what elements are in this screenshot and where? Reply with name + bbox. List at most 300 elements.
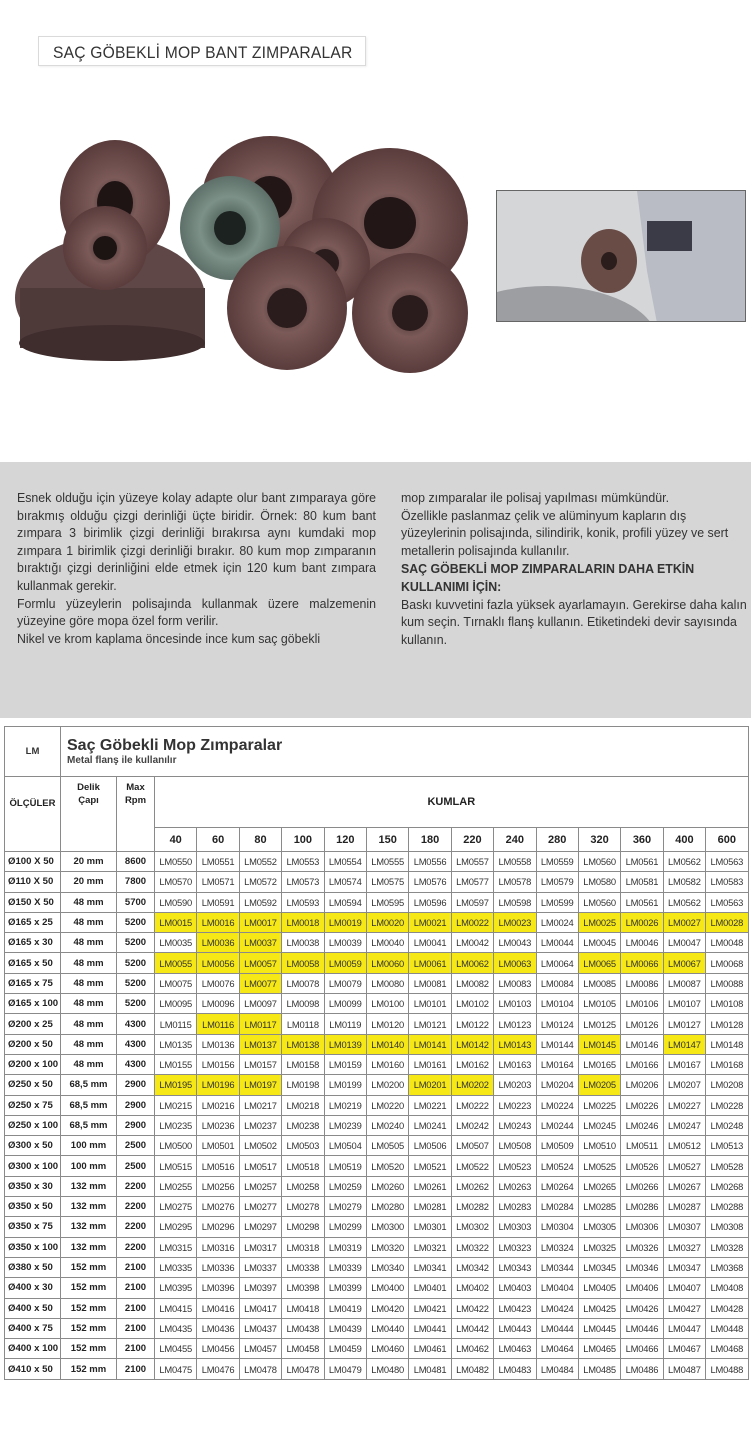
- product-code-cell: LM0517: [239, 1156, 281, 1176]
- rpm-cell: 2100: [117, 1359, 155, 1379]
- product-code-cell: LM0339: [324, 1257, 366, 1277]
- bore-cell: 100 mm: [61, 1136, 117, 1156]
- product-code-cell: LM0100: [366, 994, 408, 1014]
- product-code-cell: LM0218: [282, 1095, 324, 1115]
- col-max: [117, 777, 155, 852]
- product-code-cell: LM0126: [621, 1014, 663, 1034]
- desc-heading: SAÇ GÖBEKLİ MOP ZIMPARALARIN DAHA ETKİN KULLANIMI İÇİN:: [401, 561, 695, 594]
- product-code-cell: LM0024: [536, 912, 578, 932]
- product-code-cell: LM0262: [451, 1176, 493, 1196]
- product-code-cell: LM0326: [621, 1237, 663, 1257]
- product-code-cell: LM0328: [706, 1237, 749, 1257]
- product-code-cell: LM0320: [366, 1237, 408, 1257]
- desc-paragraph-4: mop zımparalar ile polisaj yapılması mümkündür.: [401, 490, 670, 505]
- product-code-cell: LM0078: [282, 973, 324, 993]
- product-code-cell: LM0516: [197, 1156, 239, 1176]
- dimension-cell: Ø350 x 100: [5, 1237, 61, 1257]
- product-code-cell: LM0598: [494, 892, 536, 912]
- product-code-cell: LM0307: [663, 1217, 705, 1237]
- grit-320: 320: [578, 828, 620, 852]
- product-code-cell: LM0594: [324, 892, 366, 912]
- grit-150: 150: [366, 828, 408, 852]
- product-code-cell: LM0563: [706, 892, 749, 912]
- product-code-cell: LM0237: [239, 1115, 281, 1135]
- product-code-cell: LM0519: [324, 1156, 366, 1176]
- product-code-cell: LM0079: [324, 973, 366, 993]
- product-code-cell: LM0043: [494, 933, 536, 953]
- product-code-cell: LM0480: [366, 1359, 408, 1379]
- table-row: [5, 1257, 749, 1277]
- bore-cell: 48 mm: [61, 1014, 117, 1034]
- dimension-cell: Ø400 x 30: [5, 1278, 61, 1298]
- product-code-cell: LM0435: [155, 1318, 197, 1338]
- product-code-cell: LM0226: [621, 1095, 663, 1115]
- product-code-cell: LM0506: [409, 1136, 451, 1156]
- bore-cell: 132 mm: [61, 1197, 117, 1217]
- product-code-cell: LM0401: [409, 1278, 451, 1298]
- product-code-cell: LM0296: [197, 1217, 239, 1237]
- product-code-cell: LM0035: [155, 933, 197, 953]
- table-row: [5, 1176, 749, 1196]
- product-code-cell: LM0223: [494, 1095, 536, 1115]
- product-code-cell: LM0304: [536, 1217, 578, 1237]
- product-code-cell: LM0228: [706, 1095, 749, 1115]
- product-code-cell: LM0117: [239, 1014, 281, 1034]
- rpm-cell: 4300: [117, 1054, 155, 1074]
- product-code-cell: LM0076: [197, 973, 239, 993]
- product-code-cell: LM0456: [197, 1339, 239, 1359]
- product-code-cell: LM0242: [451, 1115, 493, 1135]
- product-code-cell: LM0155: [155, 1054, 197, 1074]
- product-code-cell: LM0080: [366, 973, 408, 993]
- product-code-cell: LM0202: [451, 1075, 493, 1095]
- product-code-cell: LM0281: [409, 1197, 451, 1217]
- product-code-cell: LM0423: [494, 1298, 536, 1318]
- product-code-cell: LM0258: [282, 1176, 324, 1196]
- grit-360: 360: [621, 828, 663, 852]
- product-code-cell: LM0302: [451, 1217, 493, 1237]
- table-subtitle: Metal flanş ile kullanılır: [67, 755, 177, 766]
- usage-photo: [496, 190, 746, 322]
- product-code-cell: LM0085: [578, 973, 620, 993]
- product-code-cell: LM0105: [578, 994, 620, 1014]
- product-code-cell: LM0468: [706, 1339, 749, 1359]
- product-code-cell: LM0019: [324, 912, 366, 932]
- product-code-cell: LM0396: [197, 1278, 239, 1298]
- product-code-cell: LM0066: [621, 953, 663, 973]
- product-code-cell: LM0164: [536, 1054, 578, 1074]
- product-code-cell: LM0443: [494, 1318, 536, 1338]
- product-code-cell: LM0298: [282, 1217, 324, 1237]
- product-code-cell: LM0243: [494, 1115, 536, 1135]
- product-code-cell: LM0481: [409, 1359, 451, 1379]
- product-code-cell: LM0562: [663, 852, 705, 872]
- product-code-cell: LM0195: [155, 1075, 197, 1095]
- product-code-cell: LM0168: [706, 1054, 749, 1074]
- product-code-cell: LM0400: [366, 1278, 408, 1298]
- product-code-cell: LM0317: [239, 1237, 281, 1257]
- product-code-cell: LM0299: [324, 1217, 366, 1237]
- product-code-cell: LM0264: [536, 1176, 578, 1196]
- rpm-cell: 2200: [117, 1197, 155, 1217]
- product-code-cell: LM0284: [536, 1197, 578, 1217]
- product-code-cell: LM0570: [155, 872, 197, 892]
- product-table: [4, 726, 749, 1380]
- table-row: [5, 892, 749, 912]
- product-code-cell: LM0325: [578, 1237, 620, 1257]
- product-code-cell: LM0509: [536, 1136, 578, 1156]
- product-code-cell: LM0466: [621, 1339, 663, 1359]
- product-code-cell: LM0158: [282, 1054, 324, 1074]
- product-code-cell: LM0513: [706, 1136, 749, 1156]
- dimension-cell: Ø165 x 100: [5, 994, 61, 1014]
- product-code-cell: LM0083: [494, 973, 536, 993]
- product-code-cell: LM0087: [663, 973, 705, 993]
- bore-cell: 20 mm: [61, 852, 117, 872]
- product-code-cell: LM0322: [451, 1237, 493, 1257]
- product-code-cell: LM0580: [578, 872, 620, 892]
- product-code-cell: LM0026: [621, 912, 663, 932]
- dimension-cell: Ø300 x 50: [5, 1136, 61, 1156]
- product-code-cell: LM0510: [578, 1136, 620, 1156]
- product-code-cell: LM0321: [409, 1237, 451, 1257]
- table-row: [5, 1298, 749, 1318]
- product-code-cell: LM0205: [578, 1075, 620, 1095]
- grit-240: 240: [494, 828, 536, 852]
- product-code-cell: LM0448: [706, 1318, 749, 1338]
- dimension-cell: Ø250 x 75: [5, 1095, 61, 1115]
- product-code-cell: LM0342: [451, 1257, 493, 1277]
- product-code-cell: LM0347: [663, 1257, 705, 1277]
- product-code-cell: LM0048: [706, 933, 749, 953]
- product-code-cell: LM0018: [282, 912, 324, 932]
- product-code-cell: LM0137: [239, 1034, 281, 1054]
- product-code-cell: LM0138: [282, 1034, 324, 1054]
- bore-cell: 48 mm: [61, 892, 117, 912]
- product-code-cell: LM0420: [366, 1298, 408, 1318]
- table-row: [5, 973, 749, 993]
- product-code-cell: LM0167: [663, 1054, 705, 1074]
- col-max-line2: Rpm: [124, 795, 147, 806]
- dimension-cell: Ø400 x 100: [5, 1339, 61, 1359]
- product-code-cell: LM0346: [621, 1257, 663, 1277]
- dimension-cell: Ø110 X 50: [5, 872, 61, 892]
- rpm-cell: 2100: [117, 1257, 155, 1277]
- rpm-cell: 2200: [117, 1217, 155, 1237]
- bore-cell: 152 mm: [61, 1359, 117, 1379]
- product-code-cell: LM0088: [706, 973, 749, 993]
- product-code-cell: LM0576: [409, 872, 451, 892]
- product-code-cell: LM0123: [494, 1014, 536, 1034]
- product-code-cell: LM0593: [282, 892, 324, 912]
- product-code-cell: LM0056: [197, 953, 239, 973]
- product-code-cell: LM0022: [451, 912, 493, 932]
- product-code-cell: LM0036: [197, 933, 239, 953]
- product-code-cell: LM0595: [366, 892, 408, 912]
- flap-wheels-product-image: [15, 128, 475, 388]
- product-code-cell: LM0040: [366, 933, 408, 953]
- product-code-cell: LM0236: [197, 1115, 239, 1135]
- product-code-cell: LM0039: [324, 933, 366, 953]
- product-code-cell: LM0336: [197, 1257, 239, 1277]
- product-code-cell: LM0341: [409, 1257, 451, 1277]
- lm-label: LM: [5, 727, 61, 777]
- table-row: [5, 1339, 749, 1359]
- product-code-cell: LM0201: [409, 1075, 451, 1095]
- product-code-cell: LM0526: [621, 1156, 663, 1176]
- grit-100: 100: [282, 828, 324, 852]
- product-code-cell: LM0447: [663, 1318, 705, 1338]
- product-code-cell: LM0408: [706, 1278, 749, 1298]
- product-code-cell: LM0207: [663, 1075, 705, 1095]
- rpm-cell: 4300: [117, 1014, 155, 1034]
- product-code-cell: LM0552: [239, 852, 281, 872]
- grit-40: 40: [155, 828, 197, 852]
- product-code-cell: LM0574: [324, 872, 366, 892]
- dimension-cell: Ø200 x 50: [5, 1034, 61, 1054]
- product-code-cell: LM0068: [706, 953, 749, 973]
- product-code-cell: LM0140: [366, 1034, 408, 1054]
- product-code-cell: LM0578: [494, 872, 536, 892]
- product-code-cell: LM0417: [239, 1298, 281, 1318]
- product-code-cell: LM0139: [324, 1034, 366, 1054]
- product-code-cell: LM0217: [239, 1095, 281, 1115]
- product-code-cell: LM0248: [706, 1115, 749, 1135]
- product-code-cell: LM0116: [197, 1014, 239, 1034]
- product-code-cell: LM0025: [578, 912, 620, 932]
- product-code-cell: LM0445: [578, 1318, 620, 1338]
- product-code-cell: LM0263: [494, 1176, 536, 1196]
- product-code-cell: LM0027: [663, 912, 705, 932]
- product-code-cell: LM0345: [578, 1257, 620, 1277]
- bore-cell: 68,5 mm: [61, 1075, 117, 1095]
- rpm-cell: 5200: [117, 953, 155, 973]
- product-code-cell: LM0295: [155, 1217, 197, 1237]
- product-code-cell: LM0041: [409, 933, 451, 953]
- table-row: [5, 1054, 749, 1074]
- product-code-cell: LM0590: [155, 892, 197, 912]
- table-row: [5, 1237, 749, 1257]
- product-code-cell: LM0157: [239, 1054, 281, 1074]
- product-code-cell: LM0082: [451, 973, 493, 993]
- product-code-cell: LM0257: [239, 1176, 281, 1196]
- product-code-cell: LM0460: [366, 1339, 408, 1359]
- product-code-cell: LM0259: [324, 1176, 366, 1196]
- product-code-cell: LM0225: [578, 1095, 620, 1115]
- grit-600: 600: [706, 828, 749, 852]
- product-code-cell: LM0086: [621, 973, 663, 993]
- product-code-cell: LM0596: [409, 892, 451, 912]
- product-code-cell: LM0316: [197, 1237, 239, 1257]
- product-code-cell: LM0522: [451, 1156, 493, 1176]
- product-code-cell: LM0368: [706, 1257, 749, 1277]
- product-code-cell: LM0081: [409, 973, 451, 993]
- rpm-cell: 2900: [117, 1095, 155, 1115]
- page-title-box: [38, 36, 366, 66]
- product-code-cell: LM0558: [494, 852, 536, 872]
- product-code-cell: LM0028: [706, 912, 749, 932]
- product-code-cell: LM0563: [706, 852, 749, 872]
- product-code-cell: LM0097: [239, 994, 281, 1014]
- dimension-cell: Ø300 x 100: [5, 1156, 61, 1176]
- product-code-cell: LM0015: [155, 912, 197, 932]
- product-code-cell: LM0438: [282, 1318, 324, 1338]
- product-code-cell: LM0577: [451, 872, 493, 892]
- product-code-cell: LM0571: [197, 872, 239, 892]
- product-code-cell: LM0266: [621, 1176, 663, 1196]
- table-row: [5, 1197, 749, 1217]
- product-code-cell: LM0550: [155, 852, 197, 872]
- product-code-cell: LM0104: [536, 994, 578, 1014]
- product-code-cell: LM0197: [239, 1075, 281, 1095]
- product-code-cell: LM0161: [409, 1054, 451, 1074]
- product-code-cell: LM0327: [663, 1237, 705, 1257]
- product-code-cell: LM0597: [451, 892, 493, 912]
- product-code-cell: LM0045: [578, 933, 620, 953]
- bore-cell: 132 mm: [61, 1237, 117, 1257]
- bore-cell: 20 mm: [61, 872, 117, 892]
- table-row: [5, 1156, 749, 1176]
- rpm-cell: 2500: [117, 1156, 155, 1176]
- bore-cell: 48 mm: [61, 912, 117, 932]
- product-code-cell: LM0200: [366, 1075, 408, 1095]
- product-code-cell: LM0560: [578, 892, 620, 912]
- product-code-cell: LM0555: [366, 852, 408, 872]
- product-code-cell: LM0127: [663, 1014, 705, 1034]
- product-code-cell: LM0077: [239, 973, 281, 993]
- product-code-cell: LM0142: [451, 1034, 493, 1054]
- product-code-cell: LM0227: [663, 1095, 705, 1115]
- product-code-cell: LM0103: [494, 994, 536, 1014]
- product-code-cell: LM0465: [578, 1339, 620, 1359]
- product-code-cell: LM0215: [155, 1095, 197, 1115]
- product-code-cell: LM0425: [578, 1298, 620, 1318]
- product-code-cell: LM0503: [282, 1136, 324, 1156]
- product-code-cell: LM0075: [155, 973, 197, 993]
- col-delik-line1: Delik: [77, 782, 100, 793]
- product-code-cell: LM0238: [282, 1115, 324, 1135]
- product-code-cell: LM0156: [197, 1054, 239, 1074]
- product-code-cell: LM0579: [536, 872, 578, 892]
- product-code-cell: LM0485: [578, 1359, 620, 1379]
- bore-cell: 48 mm: [61, 1054, 117, 1074]
- bore-cell: 152 mm: [61, 1318, 117, 1338]
- product-code-cell: LM0067: [663, 953, 705, 973]
- product-code-cell: LM0484: [536, 1359, 578, 1379]
- bore-cell: 132 mm: [61, 1217, 117, 1237]
- product-code-cell: LM0458: [282, 1339, 324, 1359]
- product-code-cell: LM0436: [197, 1318, 239, 1338]
- product-code-cell: LM0286: [621, 1197, 663, 1217]
- product-code-cell: LM0276: [197, 1197, 239, 1217]
- product-code-cell: LM0059: [324, 953, 366, 973]
- product-code-cell: LM0235: [155, 1115, 197, 1135]
- bore-cell: 152 mm: [61, 1339, 117, 1359]
- product-code-cell: LM0478: [282, 1359, 324, 1379]
- product-code-cell: LM0573: [282, 872, 324, 892]
- product-code-cell: LM0464: [536, 1339, 578, 1359]
- product-code-cell: LM0459: [324, 1339, 366, 1359]
- product-code-cell: LM0406: [621, 1278, 663, 1298]
- product-code-cell: LM0422: [451, 1298, 493, 1318]
- product-code-cell: LM0285: [578, 1197, 620, 1217]
- product-code-cell: LM0462: [451, 1339, 493, 1359]
- product-code-cell: LM0224: [536, 1095, 578, 1115]
- grit-120: 120: [324, 828, 366, 852]
- product-code-cell: LM0096: [197, 994, 239, 1014]
- product-code-cell: LM0268: [706, 1176, 749, 1196]
- product-code-cell: LM0037: [239, 933, 281, 953]
- dimension-cell: Ø165 x 50: [5, 953, 61, 973]
- table-row: [5, 994, 749, 1014]
- product-code-cell: LM0206: [621, 1075, 663, 1095]
- product-code-cell: LM0556: [409, 852, 451, 872]
- product-code-cell: LM0260: [366, 1176, 408, 1196]
- product-code-cell: LM0524: [536, 1156, 578, 1176]
- product-code-cell: LM0062: [451, 953, 493, 973]
- product-code-cell: LM0163: [494, 1054, 536, 1074]
- product-code-cell: LM0287: [663, 1197, 705, 1217]
- product-code-cell: LM0444: [536, 1318, 578, 1338]
- dimension-cell: Ø200 x 25: [5, 1014, 61, 1034]
- product-code-cell: LM0241: [409, 1115, 451, 1135]
- dimension-cell: Ø100 X 50: [5, 852, 61, 872]
- product-code-cell: LM0599: [536, 892, 578, 912]
- product-code-cell: LM0021: [409, 912, 451, 932]
- product-code-cell: LM0046: [621, 933, 663, 953]
- product-code-cell: LM0405: [578, 1278, 620, 1298]
- rpm-cell: 7800: [117, 872, 155, 892]
- product-code-cell: LM0119: [324, 1014, 366, 1034]
- product-code-cell: LM0482: [451, 1359, 493, 1379]
- product-code-cell: LM0581: [621, 872, 663, 892]
- product-code-cell: LM0023: [494, 912, 536, 932]
- product-code-cell: LM0306: [621, 1217, 663, 1237]
- table-row: [5, 1095, 749, 1115]
- rpm-cell: 2100: [117, 1318, 155, 1338]
- product-code-cell: LM0121: [409, 1014, 451, 1034]
- product-code-cell: LM0308: [706, 1217, 749, 1237]
- col-olculer: ÖLÇÜLER: [5, 777, 61, 852]
- product-code-cell: LM0421: [409, 1298, 451, 1318]
- bore-cell: 48 mm: [61, 994, 117, 1014]
- bore-cell: 152 mm: [61, 1278, 117, 1298]
- product-code-cell: LM0402: [451, 1278, 493, 1298]
- product-code-cell: LM0501: [197, 1136, 239, 1156]
- col-kumlar: KUMLAR: [155, 777, 749, 828]
- product-code-cell: LM0016: [197, 912, 239, 932]
- rpm-cell: 2900: [117, 1075, 155, 1095]
- dimension-cell: Ø200 x 100: [5, 1054, 61, 1074]
- product-code-cell: LM0592: [239, 892, 281, 912]
- dimension-cell: Ø400 x 75: [5, 1318, 61, 1338]
- product-code-cell: LM0426: [621, 1298, 663, 1318]
- product-code-cell: LM0562: [663, 892, 705, 912]
- product-code-cell: LM0515: [155, 1156, 197, 1176]
- grit-180: 180: [409, 828, 451, 852]
- product-code-cell: LM0440: [366, 1318, 408, 1338]
- product-code-cell: LM0058: [282, 953, 324, 973]
- product-code-cell: LM0203: [494, 1075, 536, 1095]
- desc-paragraph-5: Özellikle paslanmaz çelik ve alüminyum kapların dış yüzeylerinin polisajında, silindirik, konik, profili yüzey ve sert metallerin polisajında kullanılır.: [401, 507, 729, 558]
- product-code-cell: LM0141: [409, 1034, 451, 1054]
- product-code-cell: LM0404: [536, 1278, 578, 1298]
- product-code-cell: LM0507: [451, 1136, 493, 1156]
- product-code-cell: LM0283: [494, 1197, 536, 1217]
- product-code-cell: LM0265: [578, 1176, 620, 1196]
- product-code-cell: LM0557: [451, 852, 493, 872]
- product-code-cell: LM0467: [663, 1339, 705, 1359]
